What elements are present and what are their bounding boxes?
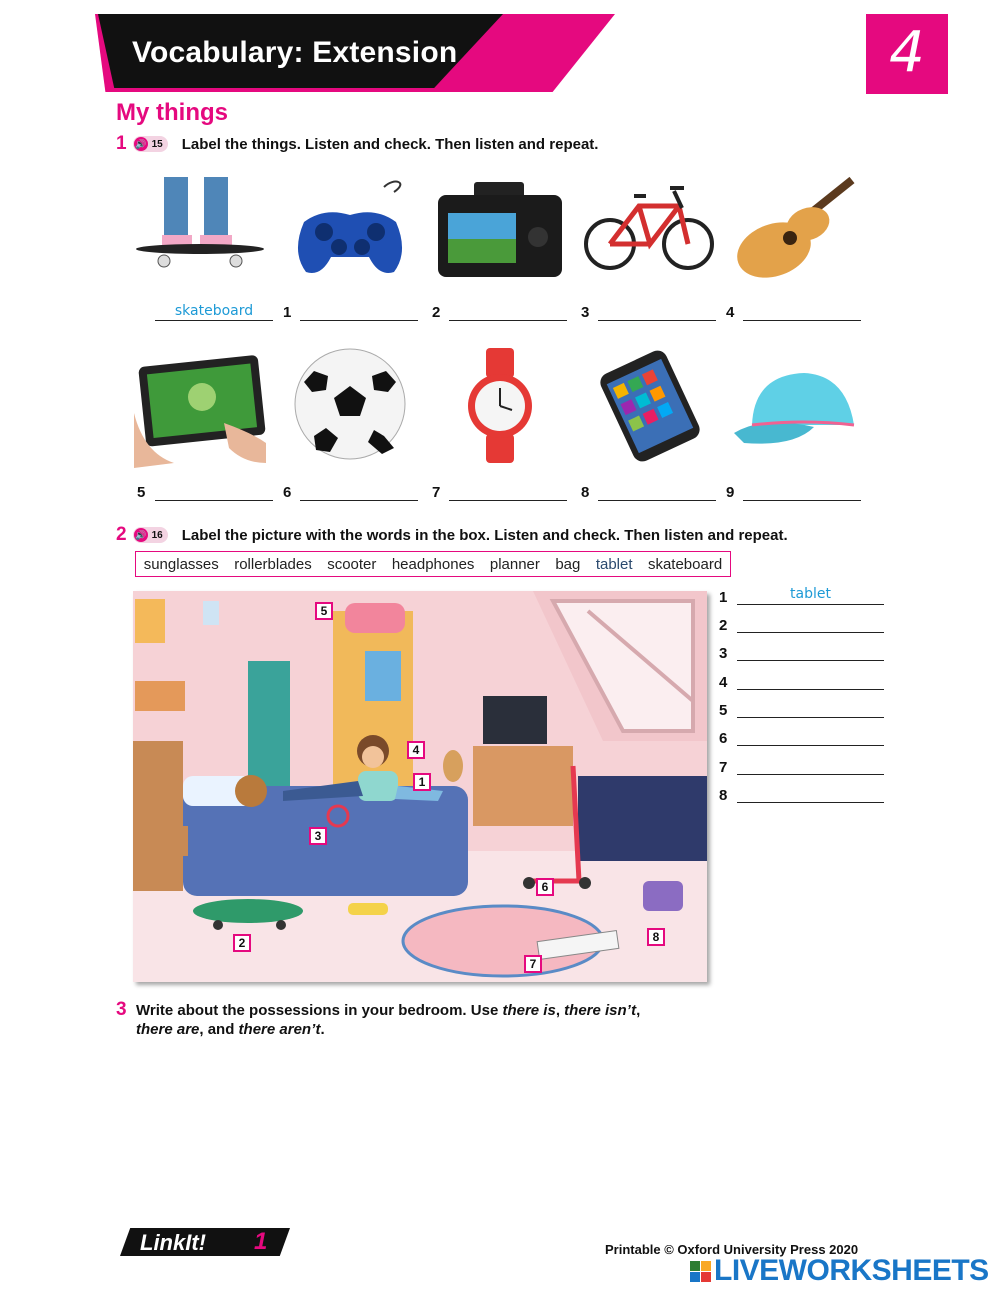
word-box-item: bag [555, 555, 581, 573]
answer-line-7[interactable] [737, 754, 884, 775]
unit-badge [866, 14, 948, 94]
label-input-2[interactable] [449, 302, 567, 320]
separator: , [636, 1002, 641, 1019]
exercise-1-instruction: Label the things. Listen and check. Then listen and repeat. [181, 135, 599, 153]
label-answer-skateboard[interactable] [155, 302, 273, 321]
picture-label-7: 7 [524, 955, 542, 973]
label-input-6[interactable] [300, 482, 418, 500]
label-input-8[interactable] [598, 482, 716, 500]
answer-input-3[interactable] [737, 640, 884, 660]
logo-level: 1 [254, 1228, 268, 1255]
answer-line-5[interactable] [737, 697, 884, 718]
camera-picture [434, 172, 566, 282]
word-box-item-used: tablet [595, 555, 633, 573]
answer-line-3[interactable] [737, 640, 884, 661]
label-answer-8[interactable] [598, 482, 716, 501]
word-box-item: scooter [327, 555, 377, 573]
exercise-1-header [116, 133, 598, 155]
label-input-3[interactable] [598, 302, 716, 320]
exercise-2-instruction: Label the picture with the words in the box. Listen and check. Then listen and repeat. [181, 526, 788, 544]
phrase: there are [136, 1021, 200, 1038]
label-answer-4[interactable] [743, 302, 861, 321]
exercise-2-header [116, 524, 788, 546]
liveworksheets-icon [690, 1261, 711, 1282]
answer-number: 5 [719, 702, 728, 719]
speaker-icon: 🔊 [134, 137, 148, 151]
answer-line-6[interactable] [737, 725, 884, 746]
word-box [135, 551, 731, 577]
football-picture [284, 348, 416, 458]
audio-button[interactable] [133, 527, 168, 543]
separator: . [320, 1021, 325, 1038]
label-input-5[interactable] [155, 482, 273, 500]
exercise-2-number: 2 [116, 524, 127, 545]
bedroom-illustration [133, 591, 707, 982]
picture-label-5: 5 [315, 602, 333, 620]
speaker-icon: 🔊 [134, 528, 148, 542]
section-title: My things [116, 99, 228, 126]
tablet-picture [134, 355, 266, 465]
word-box-item: rollerblades [234, 555, 312, 573]
separator: , and [199, 1021, 239, 1038]
game-controller-picture [284, 172, 416, 282]
answer-number: 4 [719, 674, 728, 691]
label-answer-9[interactable] [743, 482, 861, 501]
answer-number: 1 [719, 589, 728, 606]
label-answer-5[interactable] [155, 482, 273, 501]
picture-label-4: 4 [407, 741, 425, 759]
answer-input-4[interactable] [737, 669, 884, 689]
picture-label-3: 3 [309, 827, 327, 845]
picture-label-8: 8 [647, 928, 665, 946]
label-number: 9 [726, 484, 735, 501]
exercise-3-number: 3 [116, 999, 127, 1020]
exercise-3-writing-area[interactable] [136, 1045, 696, 1205]
page-title: Vocabulary: Extension [132, 36, 458, 69]
picture-label-6: 6 [536, 878, 554, 896]
label-answer-6[interactable] [300, 482, 418, 501]
answer-line-8[interactable] [737, 782, 884, 803]
separator: , [555, 1002, 565, 1019]
smartphone-picture [584, 350, 716, 460]
answer-line-2[interactable] [737, 612, 884, 633]
label-number: 2 [432, 304, 441, 321]
liveworksheets-logo [690, 1254, 989, 1288]
phrase: there is [502, 1002, 556, 1019]
label-input-4[interactable] [743, 302, 861, 320]
exercise-1-number: 1 [116, 133, 127, 154]
audio-button[interactable] [133, 136, 168, 152]
label-number: 8 [581, 484, 590, 501]
answer-line-1[interactable] [737, 584, 884, 605]
logo-text: LinkIt! [140, 1230, 206, 1255]
answer-input-5[interactable] [737, 697, 884, 717]
word-box-item: sunglasses [143, 555, 219, 573]
audio-track-number: 16 [151, 529, 163, 541]
skateboard-picture [134, 172, 266, 282]
answer-input-6[interactable] [737, 725, 884, 745]
word-box-item: headphones [391, 555, 475, 573]
cap-picture [734, 355, 866, 465]
answer-number: 6 [719, 730, 728, 747]
answer-number: 3 [719, 645, 728, 662]
word-box-item: skateboard [647, 555, 723, 573]
unit-number: 4 [889, 20, 925, 85]
label-number: 7 [432, 484, 441, 501]
answer-input-1[interactable] [737, 584, 884, 604]
guitar-picture [734, 172, 866, 282]
answer-line-4[interactable] [737, 669, 884, 690]
label-number: 4 [726, 304, 735, 321]
label-input-1[interactable] [300, 302, 418, 320]
label-answer-7[interactable] [449, 482, 567, 501]
label-input-skateboard[interactable] [155, 302, 273, 320]
label-number: 1 [283, 304, 292, 321]
copyright: Printable © Oxford University Press 2020 [605, 1242, 859, 1257]
bike-picture [584, 168, 716, 278]
instruction-text: Write about the possessions in your bedroom. Use [136, 1002, 503, 1019]
label-answer-3[interactable] [598, 302, 716, 321]
phrase: there isn’t [564, 1002, 637, 1019]
answer-number: 8 [719, 787, 728, 804]
brand-name: LIVEWORKSHEETS [714, 1254, 989, 1287]
word-box-item: planner [489, 555, 540, 573]
audio-track-number: 15 [151, 138, 163, 150]
label-input-9[interactable] [743, 482, 861, 500]
label-answer-2[interactable] [449, 302, 567, 321]
label-answer-1[interactable] [300, 302, 418, 321]
picture-label-1: 1 [413, 773, 431, 791]
answer-input-2[interactable] [737, 612, 884, 632]
phrase: there aren’t [238, 1021, 321, 1038]
answer-number: 7 [719, 759, 728, 776]
label-number: 6 [283, 484, 292, 501]
exercise-3-instruction [136, 1001, 696, 1039]
answer-input-8[interactable] [737, 782, 884, 802]
watch-picture [434, 350, 566, 460]
label-input-7[interactable] [449, 482, 567, 500]
answer-input-7[interactable] [737, 754, 884, 774]
answer-number: 2 [719, 617, 728, 634]
linkit-logo [120, 1228, 290, 1256]
picture-label-2: 2 [233, 934, 251, 952]
label-number: 3 [581, 304, 590, 321]
label-number: 5 [137, 484, 146, 501]
